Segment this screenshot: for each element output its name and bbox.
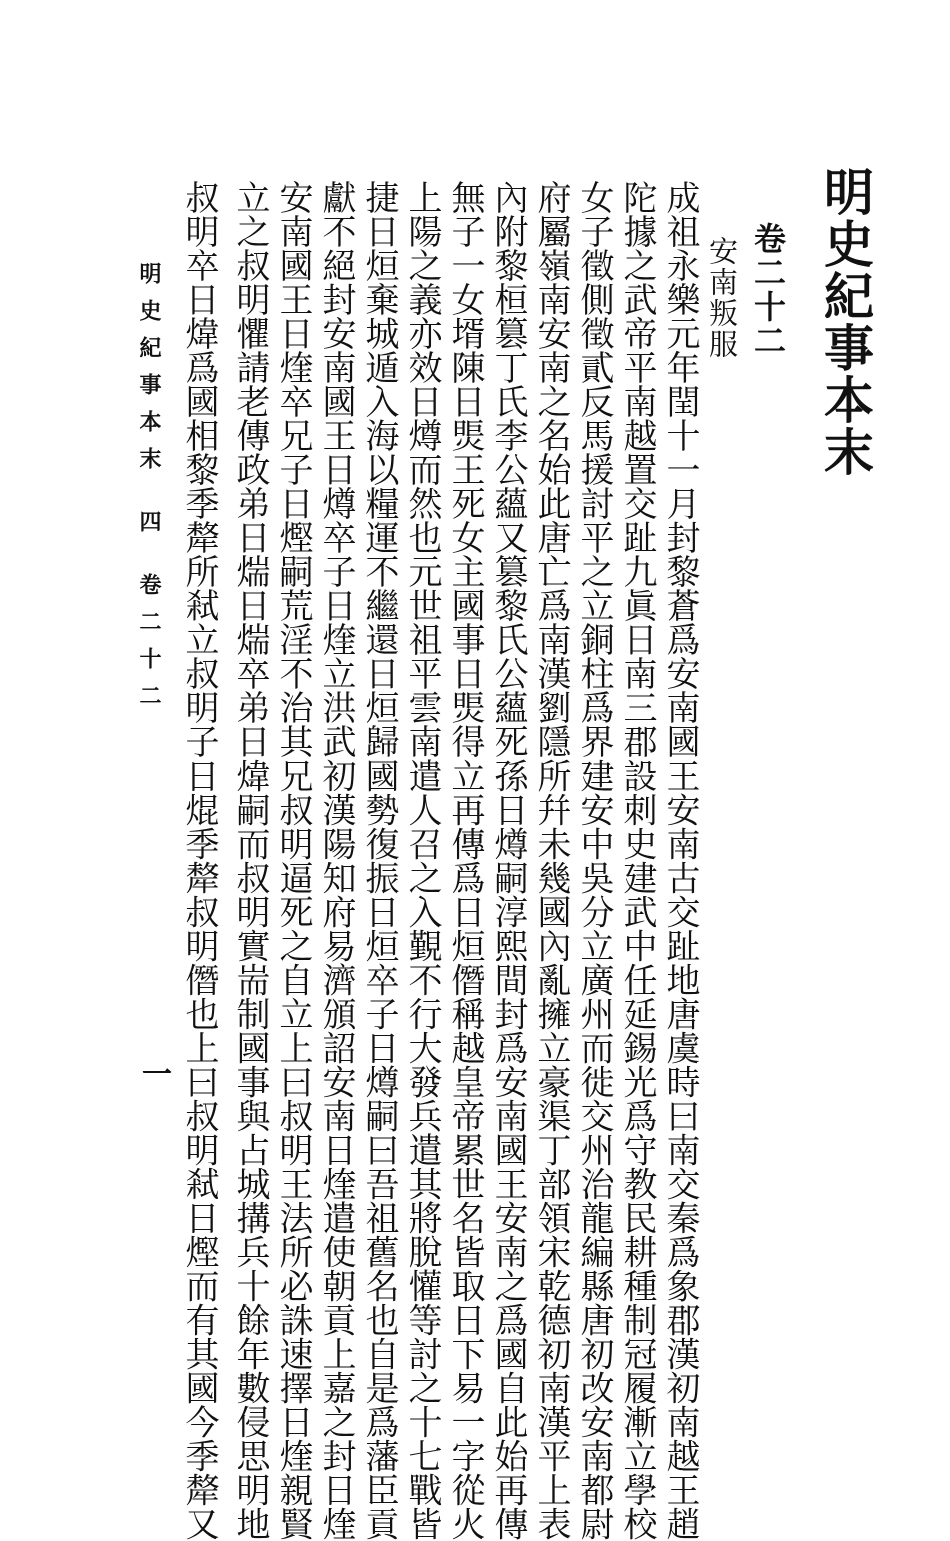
body-column-2: 陀據之武帝平南越置交趾九眞日南三郡設刺史建武中任延錫光爲守教民耕種制冠履漸立學校 — [617, 180, 657, 1541]
body-column-10: 安南國王日煃卒兄子日熞嗣荒淫不治其兄叔明逼死之自立上曰叔明王法所必誅速擇日煃親賢 — [273, 180, 313, 1541]
body-column-11: 立之叔明懼請老傳政弟日煓日煓卒弟日煒嗣而叔明實耑制國事與占城搆兵十餘年數侵思明地 — [230, 180, 270, 1541]
body-column-6: 無子一女壻陳日煚王死女主國事日煚得立再傳爲日烜僭稱越皇帝累世名皆取日下易一字從火 — [445, 180, 485, 1541]
section-title: 安南叛服 — [705, 236, 739, 360]
body-column-8: 捷日烜棄城遁入海以糧運不繼還日烜歸國勢復振日烜卒子日燇嗣曰吾祖舊名也自是爲藩臣貢 — [359, 180, 399, 1541]
body-column-7: 上陽之義亦效日燇而然也元世祖平雲南遣人召之入覲不行大發兵遣其將脫懽等討之十七戰皆 — [402, 180, 442, 1541]
margin-juan: 卷二十二 — [136, 573, 162, 721]
book-title: 明史紀事本末 — [816, 166, 875, 478]
body-column-3: 女子徵側徵貳反馬援討平之立銅柱爲界建安中吳分立廣州而徙交州治龍編縣唐初改安南都尉 — [574, 180, 614, 1541]
body-column-9: 獻不絕封安南國王日燇卒子日煃立洪武初漢陽知府易濟頒詔安南日煃遣使朝貢上嘉之封日煃 — [316, 180, 356, 1541]
juan-heading: 卷二十二 — [749, 222, 787, 358]
body-column-5: 內附黎桓篡丁氏李公蘊又篡黎氏公蘊死孫日燇嗣淳熙間封爲安南國王安南之爲國自此始再傳 — [488, 180, 528, 1541]
margin-volume: 四 — [136, 510, 162, 547]
body-column-12: 叔明卒日煒爲國相黎季犛所弒立叔明子日焜季犛叔明僭也上曰叔明弒日熞而有其國今季犛又 — [179, 180, 219, 1541]
body-column-1: 成祖永樂元年閏十一月封黎蒼爲安南國王安南古交趾地唐虞時曰南交秦爲象郡漢初南越王趙 — [660, 180, 700, 1541]
margin-running-title — [138, 262, 160, 721]
page-number: 一 — [136, 1058, 171, 1088]
body-column-4: 府屬嶺南安南之名始此唐亡爲南漢劉隱所幷未幾國內亂擁立豪渠丁部領宋乾德初南漢平上表 — [531, 180, 571, 1541]
margin-book-title: 明史紀事本末 — [136, 262, 162, 484]
